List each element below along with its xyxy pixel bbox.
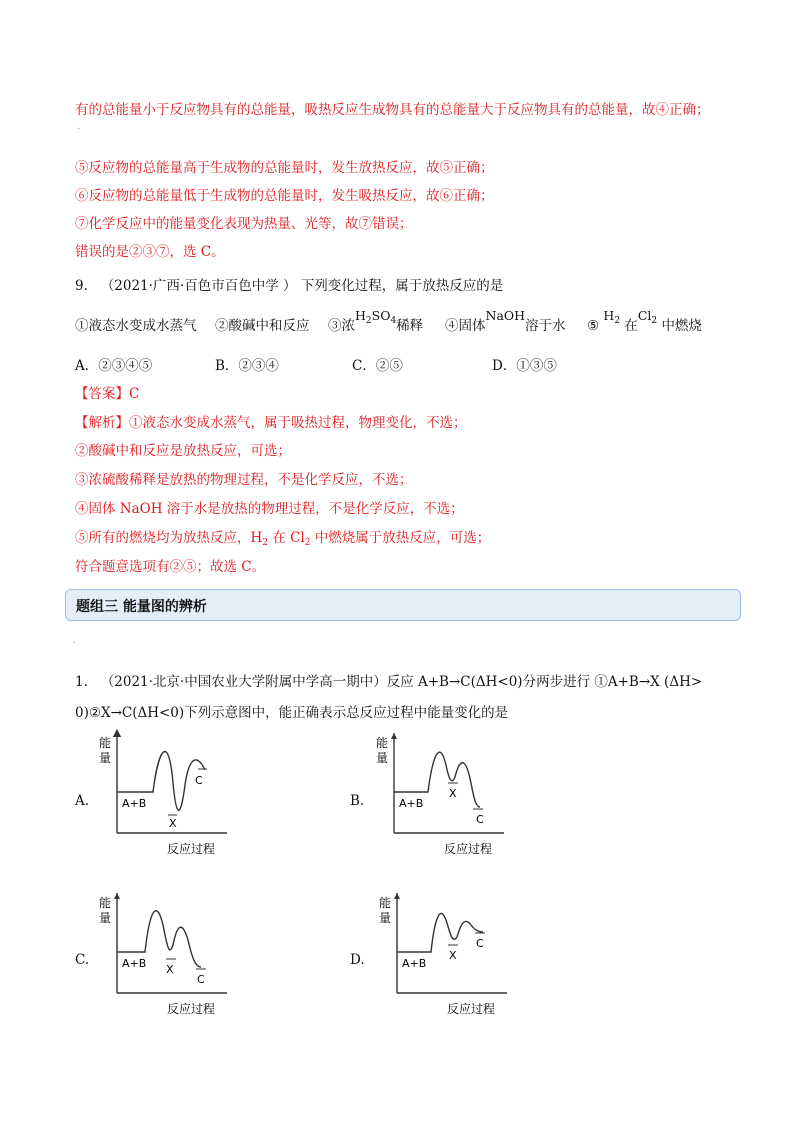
section-title: 题组三 能量图的辨析	[76, 599, 207, 615]
energy-diagram-c[interactable]	[85, 885, 235, 1020]
product-label: C	[476, 813, 484, 826]
y-label-2: 量	[379, 911, 392, 925]
x-label: 反应过程	[167, 1002, 216, 1016]
q9-item-3	[328, 308, 424, 341]
q9-item-5	[587, 308, 702, 341]
formula-part: H	[355, 308, 366, 323]
y-axis-arrow	[394, 893, 400, 899]
intermediate-label: X	[166, 963, 174, 976]
diagram-letter-d[interactable]: D.	[350, 952, 365, 968]
q9-item-4-suffix: 溶于水	[525, 318, 566, 334]
diagram-letter-a[interactable]: A.	[75, 793, 90, 809]
explanation-line-4: ⑦化学反应中的能量变化表现为热量、光等，故⑦错误；	[75, 216, 413, 232]
q9-answer	[75, 384, 139, 404]
product-label: C	[476, 937, 484, 950]
y-axis-arrow	[391, 733, 397, 739]
formula-h2	[603, 308, 621, 326]
formula-naoh: NaOH	[485, 308, 526, 323]
analysis-label: 【解析】	[75, 415, 129, 431]
reactant-label: A+B	[399, 797, 424, 810]
formula-part: SO	[371, 308, 391, 323]
q9-analysis-4: ④固体 NaOH 溶于水是放热的物理过程，不是化学反应，不选；	[75, 501, 464, 517]
paragraph-mark: .	[77, 122, 80, 132]
q9-source: （2021·广西·百色市百色中学 ）	[100, 278, 297, 294]
q9-number: 9.	[75, 278, 88, 294]
y-label-1: 能	[99, 736, 112, 750]
formula-subscript: 4	[390, 316, 397, 326]
analysis-text: ①液态水变成水蒸气，属于吸热过程，物理变化，不选；	[129, 415, 467, 431]
q9-option-c[interactable]: C．②⑤	[352, 358, 403, 374]
answer-value: C	[129, 386, 140, 402]
q9-question: 下列变化过程，属于放热反应的是	[300, 278, 504, 294]
formula-subscript: 2	[304, 538, 311, 548]
answer-label: 【答案】	[75, 386, 129, 402]
q1-text: （2021·北京·中国农业大学附属中学高一期中）反应 A+B→C(ΔH<0)分两步进行 ①A+B→X (ΔH>	[100, 674, 703, 690]
q1-stem-line-1	[75, 672, 702, 692]
y-label-2: 量	[99, 911, 112, 925]
analysis-text: 在 Cl	[272, 530, 305, 546]
formula-subscript: 2	[365, 316, 372, 326]
formula-subscript: 2	[651, 316, 658, 326]
q9-item-2: ②酸碱中和反应	[215, 318, 310, 334]
product-label: C	[197, 973, 205, 986]
diagram-letter-b[interactable]: B.	[350, 793, 365, 809]
y-label-1: 能	[376, 736, 389, 750]
analysis-text: 中燃烧属于放热反应，可选；	[314, 530, 491, 546]
q9-option-d[interactable]: D．①③⑤	[492, 358, 557, 374]
q1-stem-line-2: 0)②X→C(ΔH<0)下列示意图中，能正确表示总反应过程中能量变化的是	[75, 705, 509, 721]
energy-diagram-a[interactable]	[85, 725, 235, 860]
reactant-label: A+B	[402, 957, 427, 970]
q1-number: 1.	[75, 674, 88, 690]
section-header	[65, 589, 741, 621]
y-label-2: 量	[99, 751, 112, 765]
q9-stem	[75, 276, 503, 296]
x-label: 反应过程	[444, 842, 493, 856]
intermediate-label: X	[169, 817, 177, 830]
q9-item-3-prefix: ③浓	[328, 318, 355, 334]
q9-conclusion: 符合题意选项有②⑤；故选 C。	[75, 559, 266, 575]
q9-item-4-prefix: ④固体	[445, 318, 486, 334]
y-label-2: 量	[376, 751, 389, 765]
q9-analysis-5	[75, 528, 490, 553]
intermediate-label: X	[449, 949, 457, 962]
diagram-letter-c[interactable]: C.	[75, 952, 90, 968]
reactant-label: A+B	[122, 957, 147, 970]
formula-cl2	[637, 308, 658, 326]
explanation-line-5: 错误的是②③⑦，选 C。	[75, 244, 225, 260]
y-label-1: 能	[379, 896, 392, 910]
formula-h2so4	[355, 308, 397, 326]
q9-item-3-suffix: 稀释	[396, 318, 424, 334]
q9-item-4	[445, 308, 566, 336]
y-label-1: 能	[99, 896, 112, 910]
energy-curve	[397, 913, 483, 952]
formula-subscript: 2	[262, 538, 269, 548]
formula-part: Cl	[637, 308, 652, 323]
x-label: 反应过程	[167, 842, 216, 856]
explanation-line-3: ⑥反应物的总能量低于生成物的总能量时，发生吸热反应，故⑥正确；	[75, 188, 494, 204]
reactant-label: A+B	[122, 797, 147, 810]
product-label: C	[195, 774, 203, 787]
paragraph-mark: .	[73, 636, 76, 646]
explanation-line-2: ⑤反应物的总能量高于生成物的总能量时，发生放热反应，故⑤正确；	[75, 160, 494, 176]
q9-item-5-middle: 在	[624, 318, 638, 334]
formula-subscript: 2	[614, 316, 621, 326]
x-label: 反应过程	[447, 1002, 496, 1016]
q9-option-b[interactable]: B．②③④	[215, 358, 279, 374]
formula-part: H	[603, 308, 615, 323]
analysis-text: ⑤所有的燃烧均为放热反应，H	[75, 530, 263, 546]
q9-item-5-prefix: ⑤	[587, 318, 600, 334]
q9-analysis-2: ②酸碱中和反应是放热反应，可选；	[75, 443, 291, 459]
y-axis-arrow	[114, 893, 120, 899]
q9-item-1: ①液态水变成水蒸气	[75, 318, 197, 334]
energy-diagram-d[interactable]	[365, 885, 515, 1020]
q9-analysis-1	[75, 413, 467, 433]
energy-diagram-b[interactable]	[362, 725, 512, 860]
q9-item-5-suffix: 中燃烧	[661, 318, 702, 334]
q9-items	[75, 308, 735, 342]
explanation-line-1: 有的总能量小于反应物具有的总能量，吸热反应生成物具有的总能量大于反应物具有的总能量，故④正确；	[75, 102, 710, 118]
intermediate-label: X	[449, 787, 457, 800]
q9-option-a[interactable]: A．②③④⑤	[75, 358, 153, 374]
q9-analysis-3: ③浓硫酸稀释是放热的物理过程，不是化学反应，不选；	[75, 472, 413, 488]
